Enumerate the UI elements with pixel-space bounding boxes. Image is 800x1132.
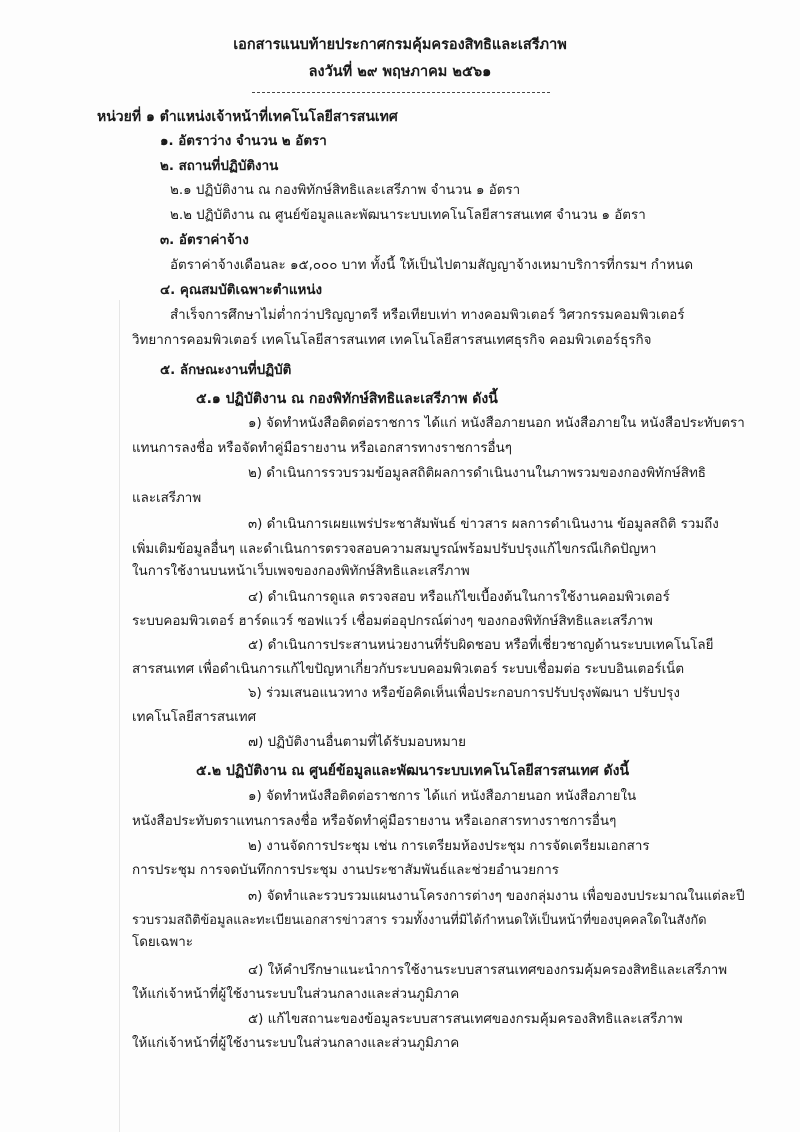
duty-5-1-7: ๗) ปฏิบัติงานอื่นตามที่ได้รับมอบหมาย [248,735,467,750]
duty-5-2-3-cont1: รวบรวมสถิติข้อมูลและทะเบียนเอกสารข่าวสาร รวมทั้งงานที่มิได้กำหนดให้เป็นหน้าที่ของบุคคลใดในสังกัด [132,913,707,928]
duty-5-1-1: ๑) จัดทำหนังสือติดต่อราชการ ได้แก่ หนังสือภายนอก หนังสือภายใน หนังสือประทับตรา [248,416,745,431]
duty-5-2-5: ๕) แก้ไขสถานะของข้อมูลระบบสารสนเทศของกรมคุ้มครองสิทธิและเสรีภาพ [248,1012,683,1027]
duty-5-1-1-cont: แทนการลงชื่อ หรือจัดทำคู่มือรายงาน หรือเอกสารทางราชการอื่นๆ [132,441,512,456]
duty-5-1-4-cont: ระบบคอมพิวเตอร์ ฮาร์ดแวร์ ซอฟแวร์ เชื่อมต่ออุปกรณ์ต่างๆ ของกองพิทักษ์สิทธิและเสรีภาพ [132,614,653,629]
scan-artifact-line [119,300,120,1132]
section-5-1-heading: ๕.๑ ปฏิบัติงาน ณ กองพิทักษ์สิทธิและเสรีภาพ ดังนี้ [196,391,498,407]
document-date: ลงวันที่ ๒๙ พฤษภาคม ๒๕๖๑ [308,64,492,80]
section-2-1: ๒.๑ ปฏิบัติงาน ณ กองพิทักษ์สิทธิและเสรีภาพ จำนวน ๑ อัตรา [170,183,521,198]
section-3-wage: ๓. อัตราค่าจ้าง [160,233,249,248]
duty-5-1-3-cont1: เพิ่มเติมข้อมูลอื่นๆ และดำเนินการตรวจสอบความสมบูรณ์พร้อมปรับปรุงแก้ไขกรณีเกิดปัญหา [132,542,657,557]
duty-5-1-5-cont: สารสนเทศ เพื่อดำเนินการแก้ไขปัญหาเกี่ยวกับระบบคอมพิวเตอร์ ระบบเชื่อมต่อ ระบบอินเตอร์เน็ต [132,662,685,677]
section-4-text-line2: วิทยาการคอมพิวเตอร์ เทคโนโลยีสารสนเทศ เทคโนโลยีสารสนเทศธุรกิจ คอมพิวเตอร์ธุรกิจ [132,333,652,348]
duty-5-1-6: ๖) ร่วมเสนอแนวทาง หรือข้อคิดเห็นเพื่อประกอบการปรับปรุงพัฒนา ปรับปรุง [248,686,680,701]
header-divider [252,92,550,93]
duty-5-1-6-cont: เทคโนโลยีสารสนเทศ [132,710,257,725]
duty-5-1-5: ๕) ดำเนินการประสานหน่วยงานที่รับผิดชอบ หรือที่เชี่ยวชาญด้านระบบเทคโนโลยี [248,638,714,653]
section-2-location: ๒. สถานที่ปฏิบัติงาน [160,159,279,174]
duty-5-2-3-cont2: โดยเฉพาะ [132,935,193,950]
section-3-text: อัตราค่าจ้างเดือนละ ๑๕,๐๐๐ บาท ทั้งนี้ ให้เป็นไปตามสัญญาจ้างเหมาบริการที่กรมฯ กำหนด [170,258,694,273]
duty-5-2-4: ๔) ให้คำปรึกษาแนะนำการใช้งานระบบสารสนเทศของกรมคุ้มครองสิทธิและเสรีภาพ [248,963,728,978]
duty-5-1-4: ๔) ดำเนินการดูแล ตรวจสอบ หรือแก้ไขเบื้องต้นในการใช้งานคอมพิวเตอร์ [248,590,670,605]
duty-5-2-5-cont: ให้แก่เจ้าหน้าที่ผู้ใช้งานระบบในส่วนกลางและส่วนภูมิภาค [132,1036,460,1051]
section-2-2: ๒.๒ ปฏิบัติงาน ณ ศูนย์ข้อมูลและพัฒนาระบบเทคโนโลยีสารสนเทศ จำนวน ๑ อัตรา [170,208,646,223]
duty-5-2-4-cont: ให้แก่เจ้าหน้าที่ผู้ใช้งานระบบในส่วนกลางและส่วนภูมิภาค [132,987,460,1002]
duty-5-2-1: ๑) จัดทำหนังสือติดต่อราชการ ได้แก่ หนังสือภายนอก หนังสือภายใน [248,789,637,804]
duty-5-2-2-cont: การประชุม การจดบันทึกการประชุม งานประชาสัมพันธ์และช่วยอำนวยการ [132,863,559,878]
duty-5-2-1-cont: หนังสือประทับตราแทนการลงชื่อ หรือจัดทำคู่มือรายงาน หรือเอกสารทางราชการอื่นๆ [132,814,617,829]
section-4-text-line1: สำเร็จการศึกษาไม่ต่ำกว่าปริญญาตรี หรือเทียบเท่า ทางคอมพิวเตอร์ วิศวกรรมคอมพิวเตอร์ [170,308,685,323]
duty-5-1-2-cont: และเสรีภาพ [132,491,202,506]
section-5-2-heading: ๕.๒ ปฏิบัติงาน ณ ศูนย์ข้อมูลและพัฒนาระบบเทคโนโลยีสารสนเทศ ดังนี้ [196,763,630,779]
duty-5-1-2: ๒) ดำเนินการรวบรวมข้อมูลสถิติผลการดำเนินงานในภาพรวมของกองพิทักษ์สิทธิ [248,466,706,481]
duty-5-2-3: ๓) จัดทำและรวบรวมแผนงานโครงการต่างๆ ของกลุ่มงาน เพื่อของบประมาณในแต่ละปี [248,889,745,904]
section-5-duties: ๕. ลักษณะงานที่ปฏิบัติ [160,363,292,378]
duty-5-1-3: ๓) ดำเนินการเผยแพร่ประชาสัมพันธ์ ข่าวสาร ผลการดำเนินงาน ข้อมูลสถิติ รวมถึง [248,517,719,532]
document-title: เอกสารแนบท้ายประกาศกรมคุ้มครองสิทธิและเสรีภาพ [233,37,567,53]
unit-heading: หน่วยที่ ๑ ตำแหน่งเจ้าหน้าที่เทคโนโลยีสารสนเทศ [97,109,398,125]
section-1-vacancy: ๑. อัตราว่าง จำนวน ๒ อัตรา [160,134,327,149]
section-4-qualifications: ๔. คุณสมบัติเฉพาะตำแหน่ง [160,283,323,298]
duty-5-1-3-cont2: ในการใช้งานบนหน้าเว็บเพจของกองพิทักษ์สิทธิและเสรีภาพ [132,564,470,579]
duty-5-2-2: ๒) งานจัดการประชุม เช่น การเตรียมห้องประชุม การจัดเตรียมเอกสาร [248,839,650,854]
